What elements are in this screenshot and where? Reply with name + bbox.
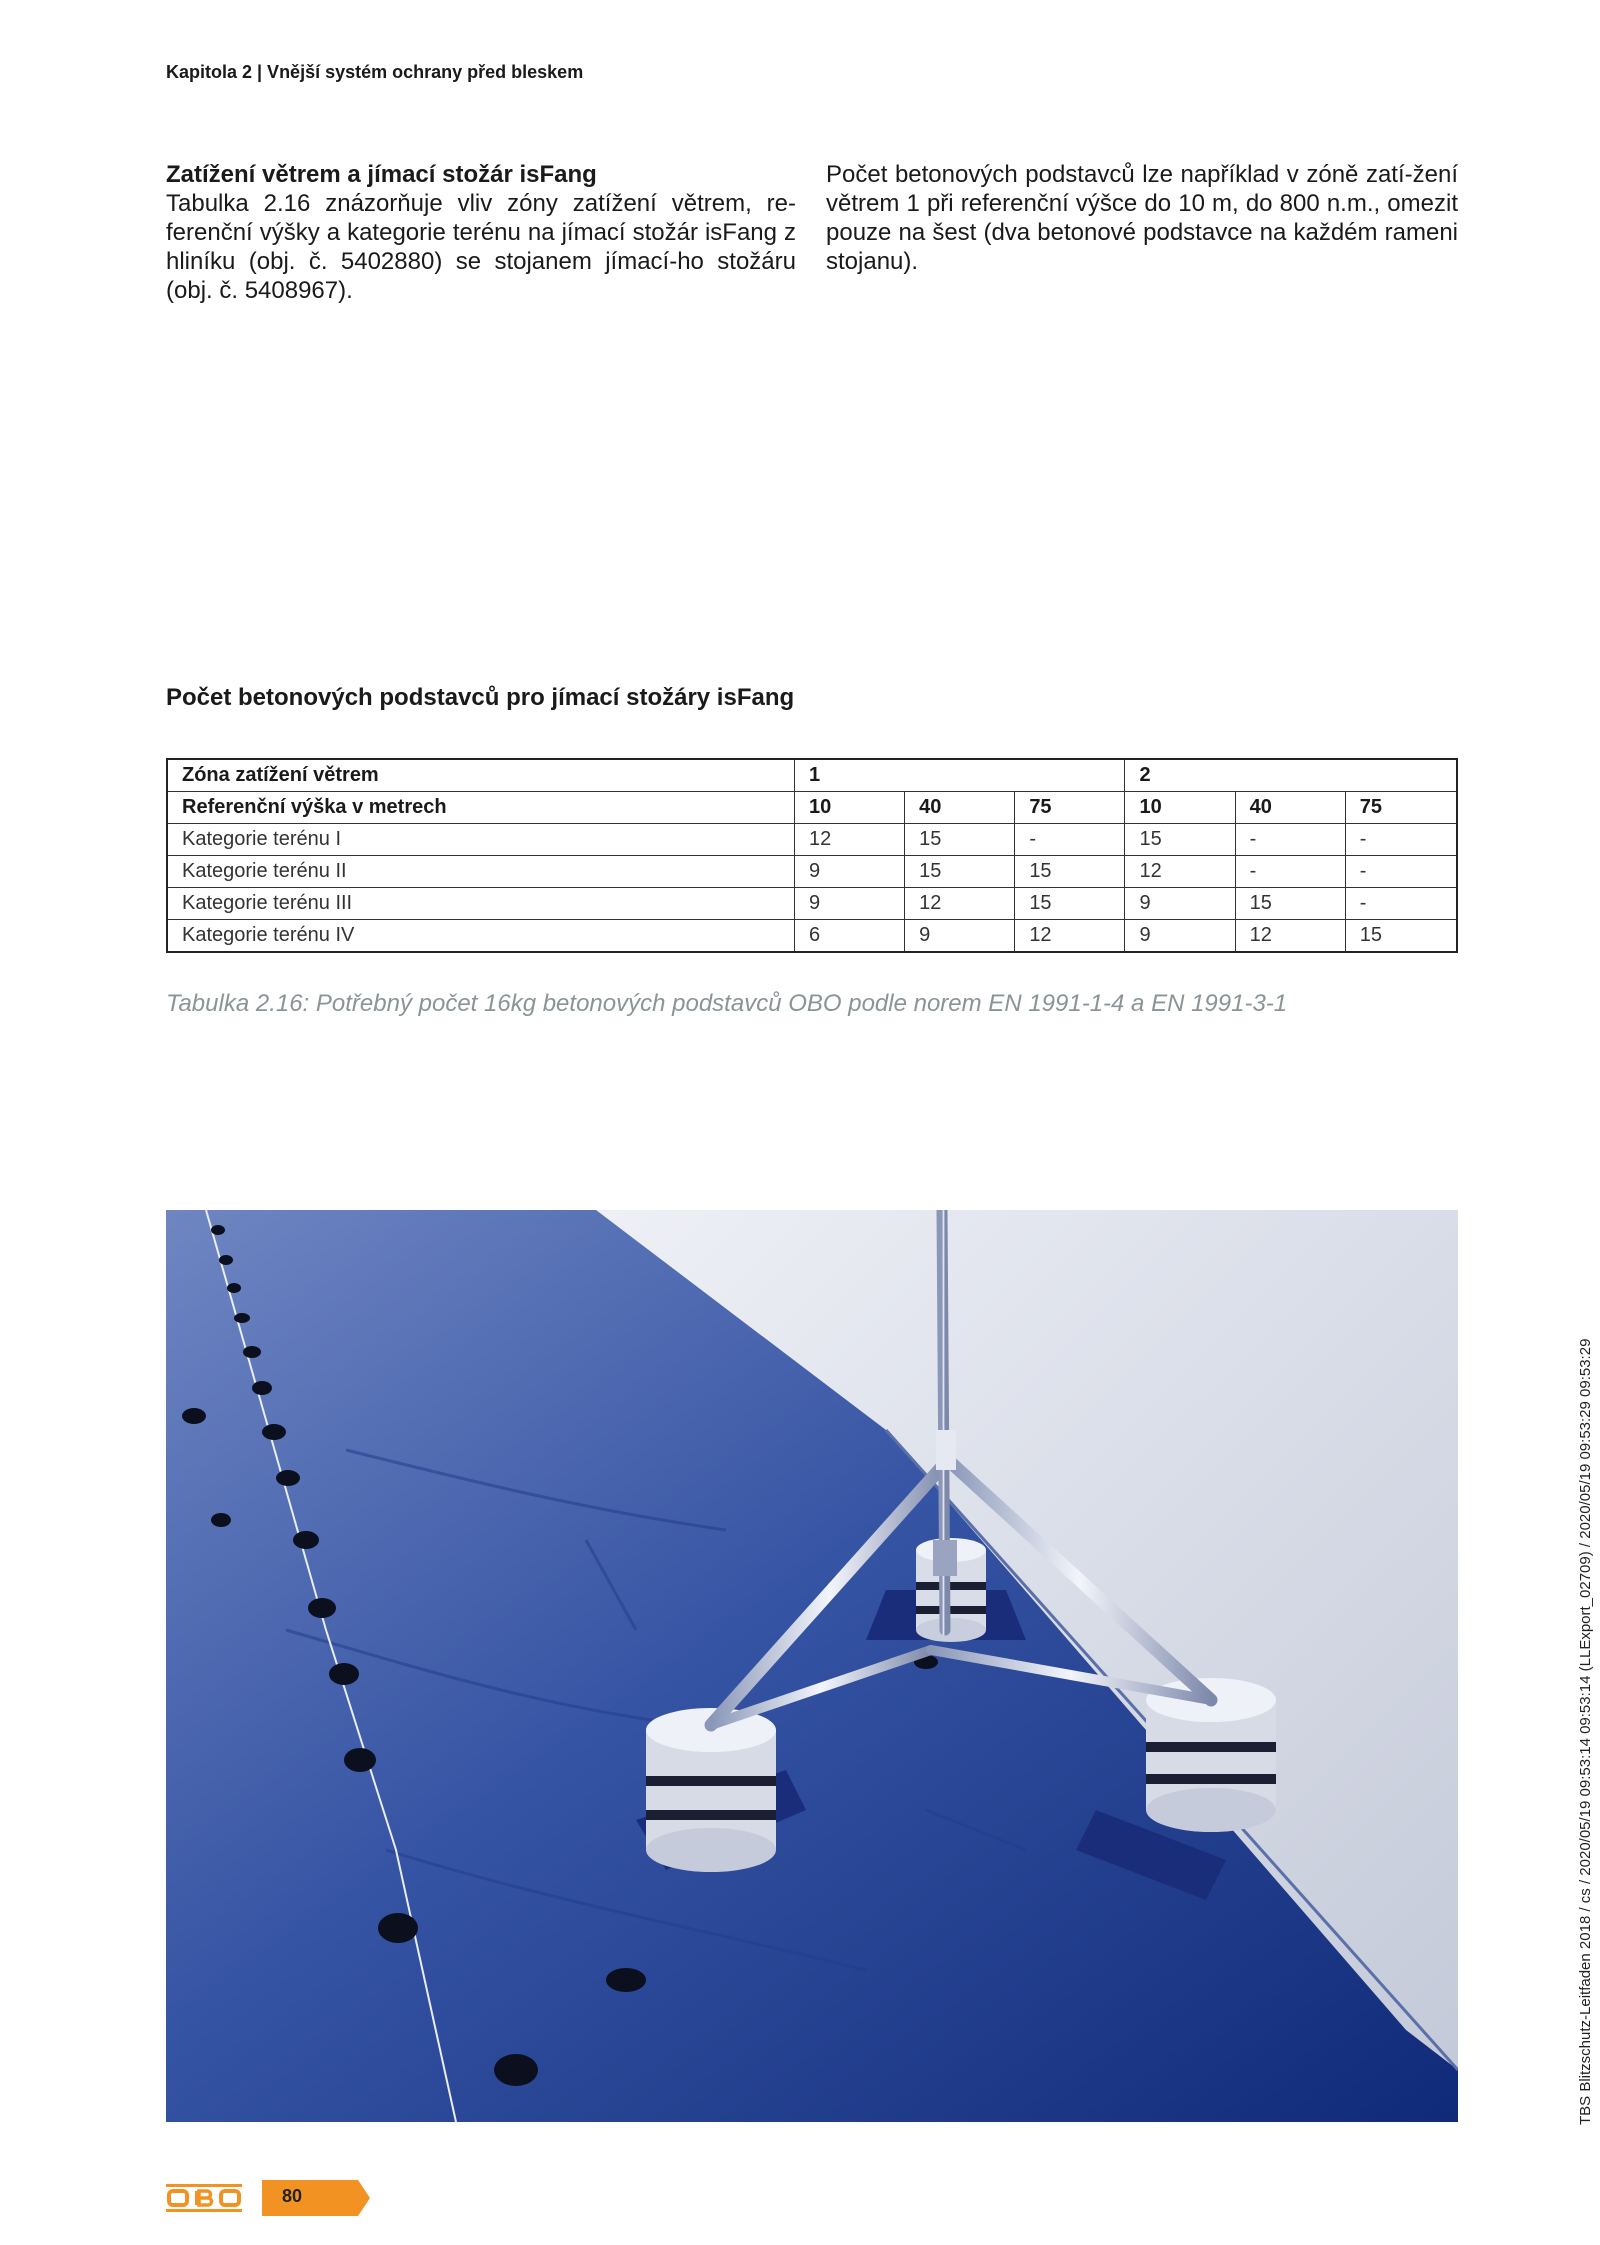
row-label: Kategorie terénu III	[167, 888, 795, 920]
table-cell: -	[1015, 824, 1125, 856]
zone-2-header: 2	[1125, 759, 1457, 792]
concrete-base-table	[166, 758, 1458, 953]
height-cell: 75	[1015, 792, 1125, 824]
section-heading: Zatížení větrem a jímací stožár isFang	[166, 161, 597, 188]
page-number: 80	[282, 2186, 303, 2206]
height-cell: 10	[795, 792, 905, 824]
height-cell: 10	[1125, 792, 1235, 824]
table-row	[167, 888, 1457, 920]
zone-1-header: 1	[795, 759, 1125, 792]
height-label: Referenční výška v metrech	[167, 792, 795, 824]
table-cell: 15	[905, 856, 1015, 888]
table-cell: 12	[1015, 920, 1125, 953]
row-label: Kategorie terénu II	[167, 856, 795, 888]
table-cell: -	[1235, 856, 1345, 888]
intro-paragraph-right: Počet betonových podstavců lze například v zóně zatí-žení větrem 1 při referenční výšce do 10 m, do 800 n.m., omezit pouze na šest (dva betonové podstavce na každém rameni stojanu).	[826, 161, 1458, 275]
print-info-sidebar: TBS Blitzschutz-Leitfaden 2018 / cs / 2020/05/19 09:53:14 09:53:14 (LLExport_02709) / 2020/05/19 09:53:29 09:53:29	[1577, 1338, 1594, 2125]
table-row	[167, 856, 1457, 888]
table-cell: -	[1235, 824, 1345, 856]
table-cell: -	[1345, 888, 1457, 920]
obo-logo	[166, 2184, 242, 2212]
intro-left-column	[166, 160, 796, 305]
table-cell: 15	[1015, 856, 1125, 888]
table-cell: 9	[1125, 920, 1235, 953]
row-label: Kategorie terénu IV	[167, 920, 795, 953]
row-label: Kategorie terénu I	[167, 824, 795, 856]
table-cell: 9	[1125, 888, 1235, 920]
table-cell: 12	[1125, 856, 1235, 888]
table-cell: 15	[1235, 888, 1345, 920]
table-caption: Tabulka 2.16: Potřebný počet 16kg betonových podstavců OBO podle norem EN 1991-1-4 a EN 1991-3-1	[166, 990, 1288, 1017]
table-cell: -	[1345, 824, 1457, 856]
table-cell: 15	[1015, 888, 1125, 920]
zone-label: Zóna zatížení větrem	[167, 759, 795, 792]
table-cell: 15	[1125, 824, 1235, 856]
chapter-header: Kapitola 2 | Vnější systém ochrany před bleskem	[166, 62, 584, 82]
table-cell: 9	[905, 920, 1015, 953]
table-row	[167, 824, 1457, 856]
table-row	[167, 920, 1457, 953]
table-cell: 15	[905, 824, 1015, 856]
height-cell: 40	[905, 792, 1015, 824]
table-cell: 9	[795, 888, 905, 920]
table-cell: 12	[1235, 920, 1345, 953]
table-cell: 6	[795, 920, 905, 953]
table-title: Počet betonových podstavců pro jímací stožáry isFang	[166, 684, 795, 711]
table-cell: -	[1345, 856, 1457, 888]
table-cell: 12	[795, 824, 905, 856]
table-header-row-height	[167, 792, 1457, 824]
table-header-row-zone	[167, 759, 1457, 792]
table-cell: 9	[795, 856, 905, 888]
height-cell: 40	[1235, 792, 1345, 824]
table-cell: 15	[1345, 920, 1457, 953]
height-cell: 75	[1345, 792, 1457, 824]
page-number-tab	[262, 2180, 370, 2216]
isfang-mast-photo	[166, 1210, 1458, 2122]
table-cell: 12	[905, 888, 1015, 920]
intro-right-column	[826, 160, 1458, 276]
intro-paragraph-left: Tabulka 2.16 znázorňuje vliv zóny zatížení větrem, re-ferenční výšky a kategorie terénu na jímací stožár isFang z hliníku (obj. č. 5402880) se stojanem jímací-ho stožáru (obj. č. 5408967).	[166, 190, 796, 304]
